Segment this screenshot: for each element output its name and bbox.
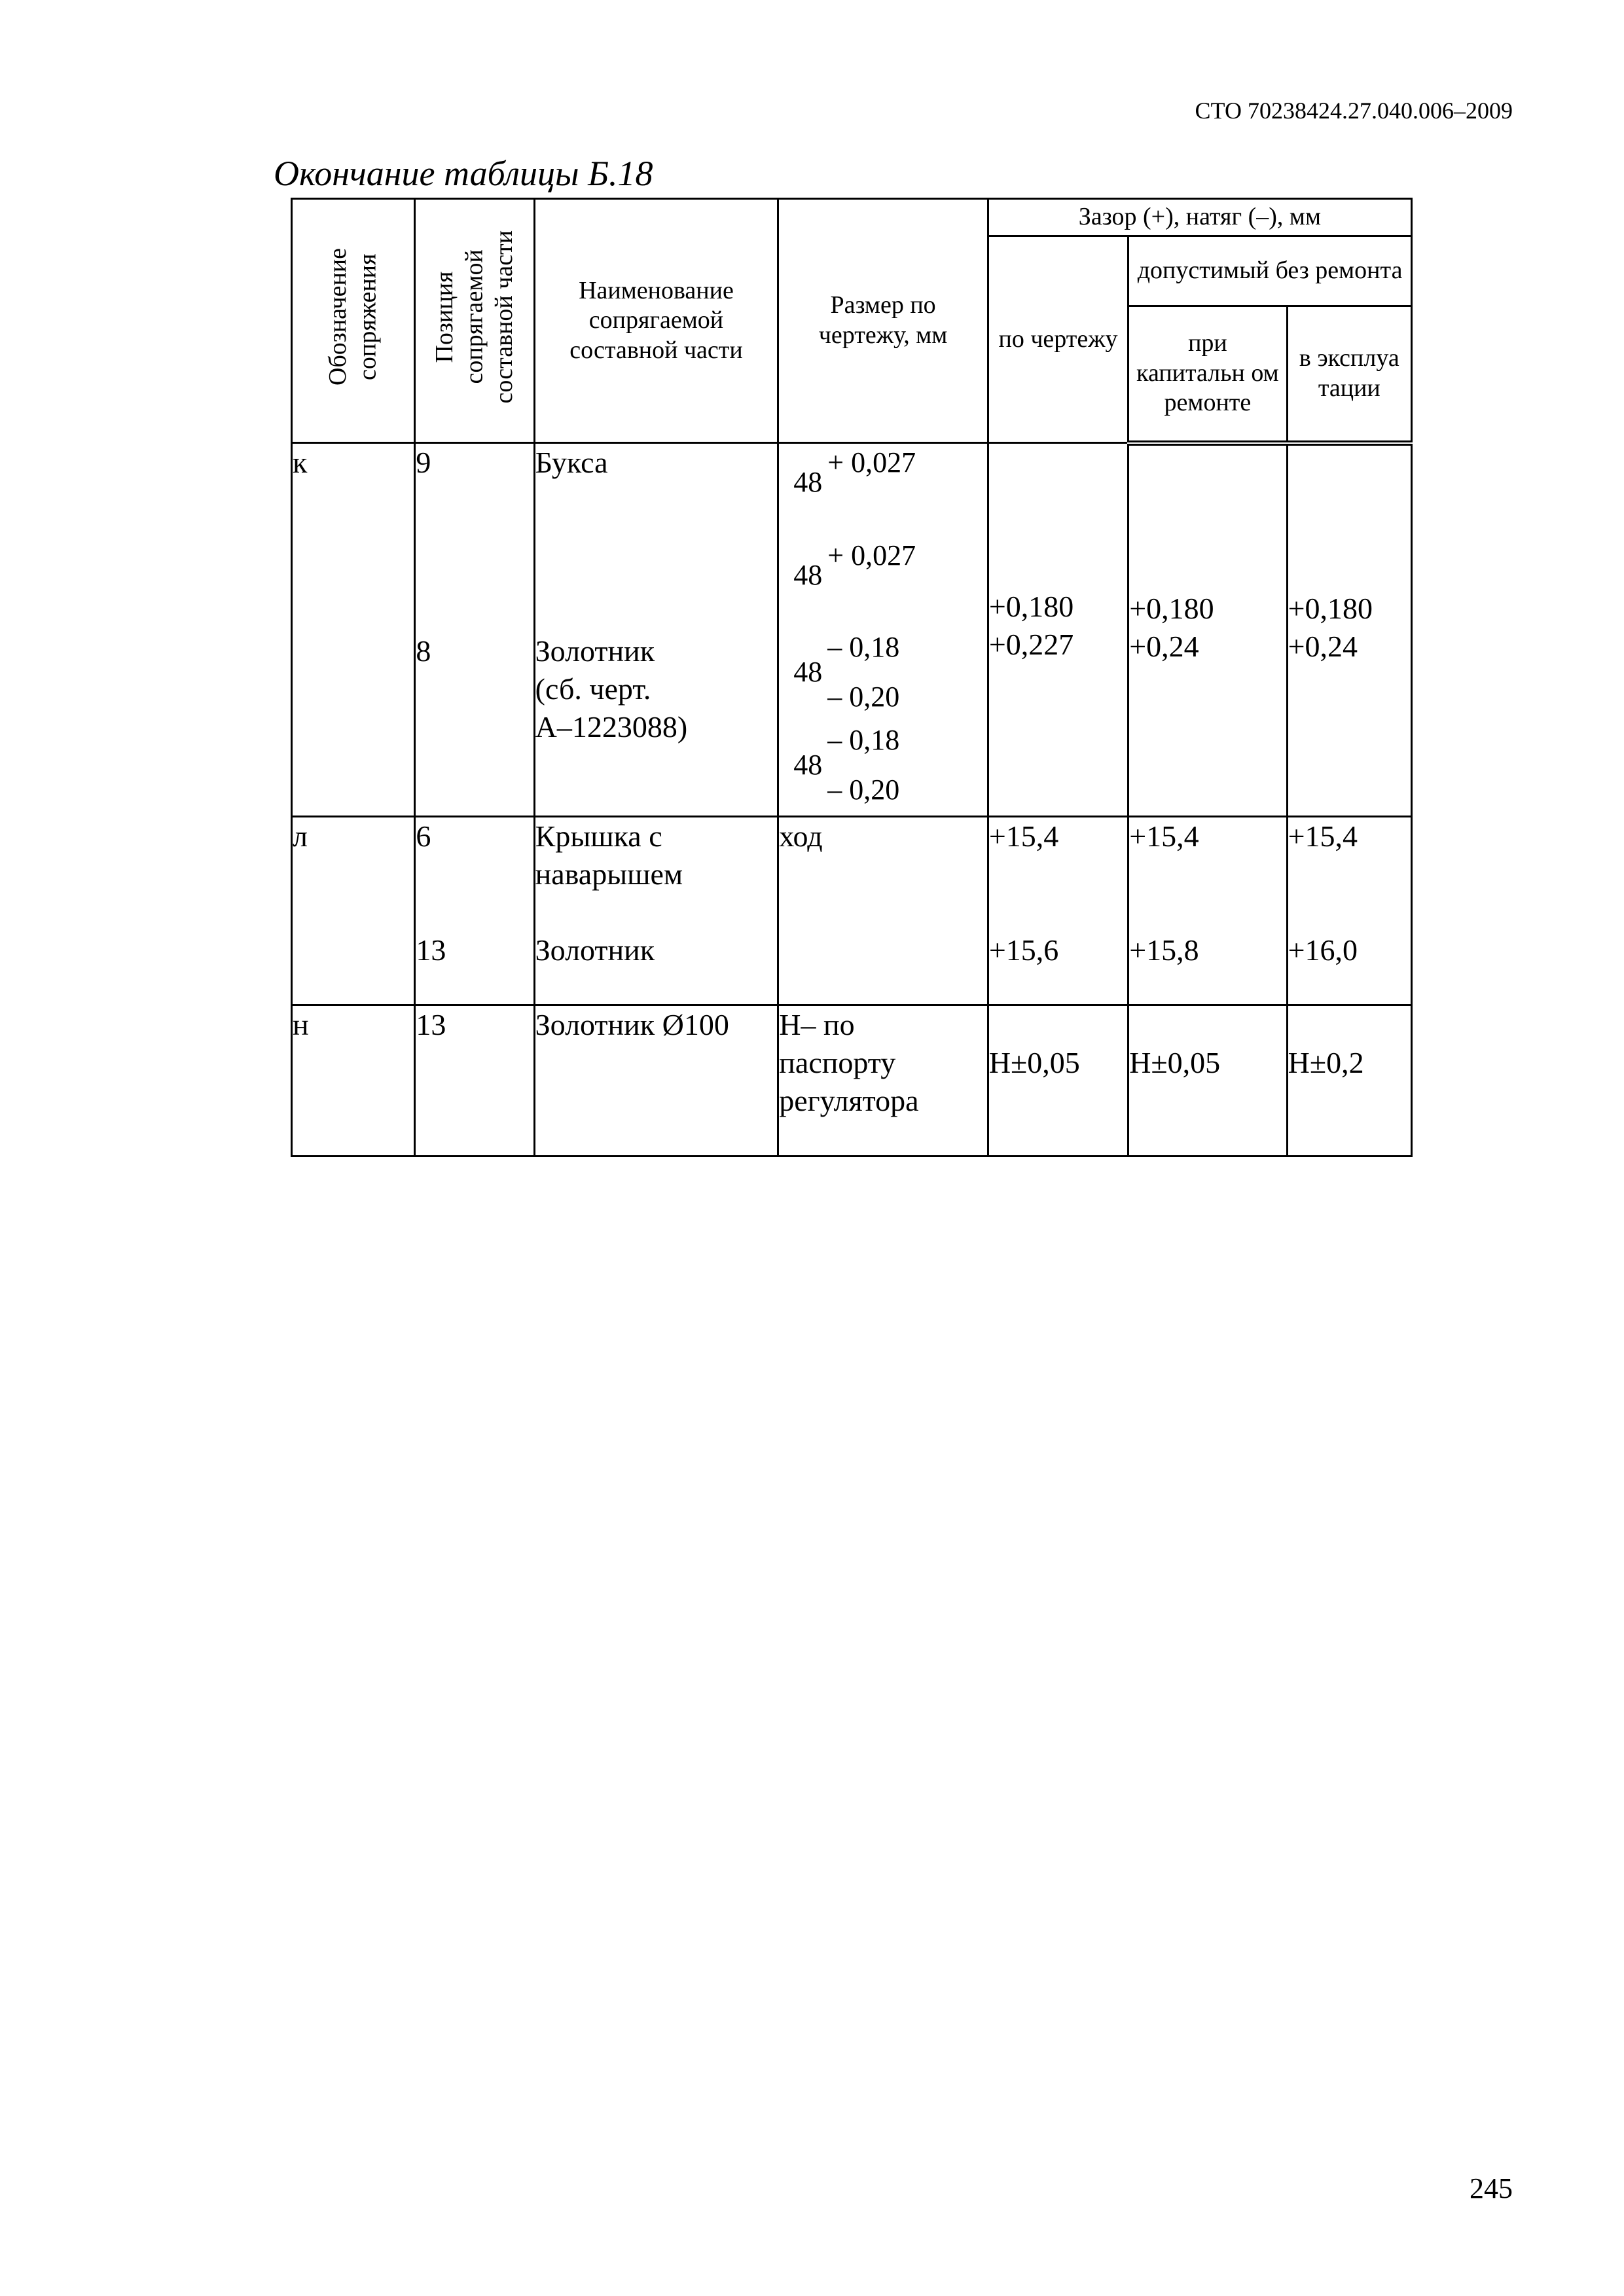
document-code: СТО 70238424.27.040.006–2009: [1195, 98, 1513, 124]
cell-by-drawing: +0,180 +0,227: [988, 443, 1128, 817]
cell-name: Золотник Ø100: [534, 1005, 778, 1156]
header-capital-repair: при капитальн ом ремонте: [1128, 306, 1287, 443]
table-row: [292, 1005, 1412, 1156]
cell-size: 48 + 0,027 48 + 0,027 – 0,18 48 – 0,20 – 0,18 48 – 0,20: [778, 443, 988, 817]
cell-position: 9 8: [415, 443, 534, 817]
header-designation: Обозначение сопряжения: [292, 199, 415, 443]
page-number: 245: [1470, 2172, 1513, 2204]
cell-designation: л: [292, 816, 415, 1005]
table-caption: Окончание таблицы Б.18: [274, 154, 653, 193]
table-row: [292, 816, 1412, 1005]
cell-by-drawing: +15,4 +15,6: [988, 816, 1128, 1005]
cell-capital-repair: +15,4 +15,8: [1128, 816, 1287, 1005]
cell-name: Крышка с наварышем Золотник: [534, 816, 778, 1005]
cell-by-drawing: Н±0,05: [988, 1005, 1128, 1156]
cell-size: Н– по паспорту регулятора: [778, 1005, 988, 1156]
header-gap-group: Зазор (+), натяг (–), мм: [988, 199, 1411, 236]
cell-position: 6 13: [415, 816, 534, 1005]
cell-capital-repair: Н±0,05: [1128, 1005, 1287, 1156]
cell-operation: +15,4 +16,0: [1287, 816, 1411, 1005]
cell-name: Букса Золотник (сб. черт. А–1223088): [534, 443, 778, 817]
cell-designation: к: [292, 443, 415, 817]
spec-table: [291, 198, 1413, 1157]
header-size: Размер по чертежу, мм: [778, 199, 988, 443]
cell-operation: Н±0,2: [1287, 1005, 1411, 1156]
cell-position: 13: [415, 1005, 534, 1156]
header-operation: в эксплуа тации: [1287, 306, 1411, 443]
cell-designation: н: [292, 1005, 415, 1156]
header-name: Наименование сопрягаемой составной части: [534, 199, 778, 443]
cell-size: ход: [778, 816, 988, 1005]
header-by-drawing: по чертежу: [988, 236, 1128, 443]
header-allowed-group: допустимый без ремонта: [1128, 236, 1412, 306]
cell-capital-repair: +0,180 +0,24: [1128, 443, 1287, 817]
header-position: Позиция сопрягаемой составной части: [415, 199, 534, 443]
cell-operation: +0,180 +0,24: [1287, 443, 1411, 817]
table-row: [292, 443, 1412, 817]
